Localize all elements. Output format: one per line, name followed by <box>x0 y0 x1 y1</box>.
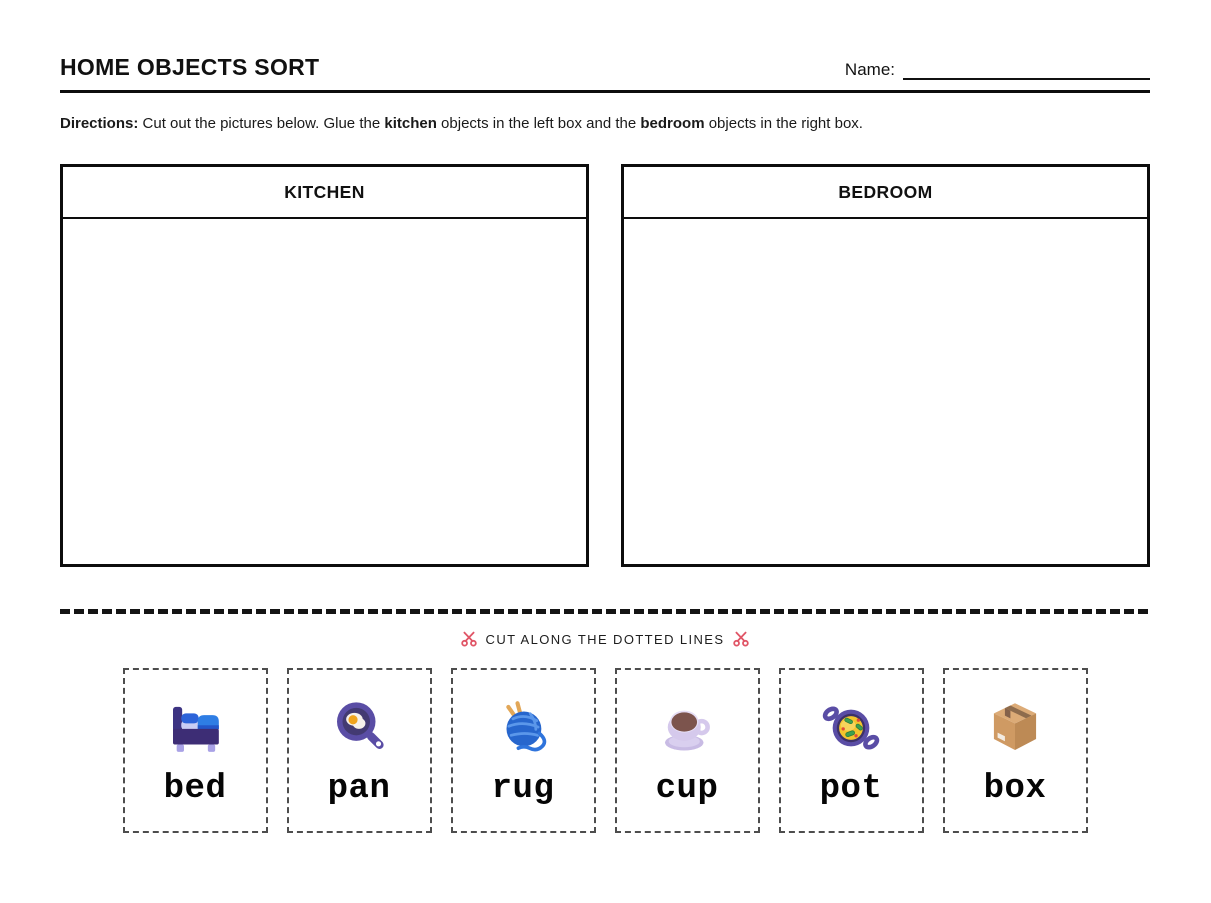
directions-part1: Cut out the pictures below. Glue the <box>142 115 381 132</box>
kitchen-box <box>60 164 589 567</box>
name-label: Name: <box>844 60 895 79</box>
directions-bold-bedroom: bedroom <box>640 115 705 132</box>
directions-bold-kitchen: kitchen <box>384 115 437 132</box>
yarn-icon <box>490 695 556 761</box>
bedroom-box-label: BEDROOM <box>624 167 1147 219</box>
directions-text <box>60 115 1150 132</box>
pot-icon <box>818 695 884 761</box>
card-label: cup <box>655 770 719 808</box>
bed-icon <box>162 695 228 761</box>
sorting-boxes <box>60 164 1150 567</box>
card-rug <box>451 668 596 833</box>
card-bed <box>123 668 268 833</box>
directions-part3: objects in the right box. <box>708 115 863 132</box>
card-label: bed <box>163 770 227 808</box>
cut-caption-text: CUT ALONG THE DOTTED LINES <box>485 631 725 647</box>
name-field <box>845 60 1150 81</box>
card-label: box <box>983 770 1047 808</box>
cutout-cards <box>60 668 1150 833</box>
scissors-icon <box>733 631 749 647</box>
box-icon <box>982 695 1048 761</box>
card-label: rug <box>491 770 555 808</box>
card-label: pot <box>819 770 883 808</box>
card-pot <box>779 668 924 833</box>
bedroom-box <box>621 164 1150 567</box>
directions-part2: objects in the left box and the <box>441 115 637 132</box>
card-box <box>943 668 1088 833</box>
card-label: pan <box>327 770 391 808</box>
kitchen-box-empty-area <box>63 219 586 565</box>
dotted-cut-line <box>60 609 1150 614</box>
bedroom-box-empty-area <box>624 219 1147 565</box>
directions-label: Directions: <box>60 115 139 132</box>
page-title: HOME OBJECTS SORT <box>60 54 320 80</box>
frying-pan-icon <box>326 695 392 761</box>
name-blank-line <box>903 60 1150 80</box>
card-cup <box>615 668 760 833</box>
cup-icon <box>654 695 720 761</box>
card-pan <box>287 668 432 833</box>
header-divider <box>60 90 1150 93</box>
header <box>60 54 1150 81</box>
scissors-icon <box>461 631 477 647</box>
kitchen-box-label: KITCHEN <box>63 167 586 219</box>
cut-caption <box>60 631 1150 647</box>
